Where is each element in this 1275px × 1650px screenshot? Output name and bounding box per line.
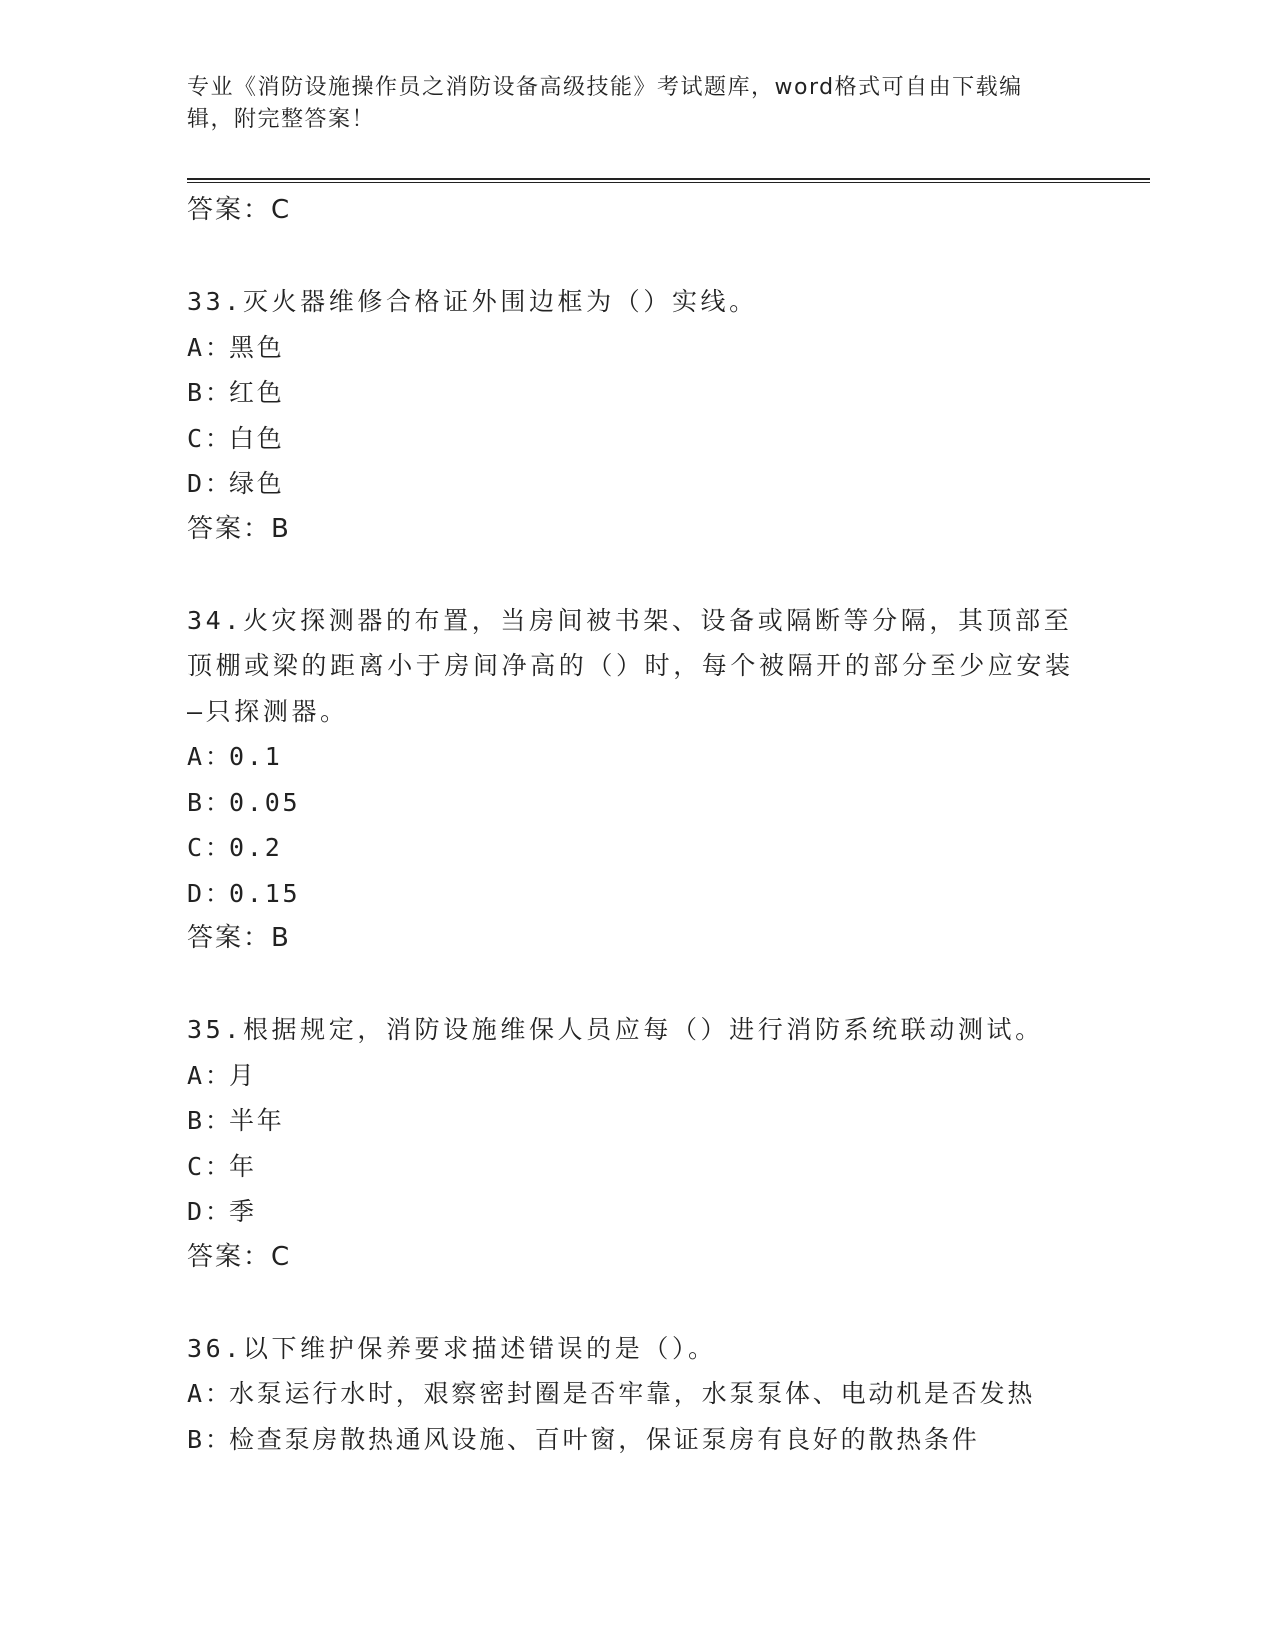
option-a bbox=[187, 734, 1087, 780]
option-label: A： bbox=[187, 742, 233, 771]
option-text: 绿色 bbox=[229, 469, 285, 498]
option-text: 半年 bbox=[229, 1106, 285, 1135]
option-b bbox=[187, 1098, 1087, 1144]
option-text: 检查泵房散热通风设施、百叶窗，保证泵房有良好的散热条件 bbox=[229, 1424, 980, 1454]
option-b bbox=[187, 1417, 1087, 1463]
option-label: C： bbox=[187, 423, 233, 453]
question-text: 36.以下维护保养要求描述错误的是（）。 bbox=[187, 1333, 717, 1363]
question-text: 33.灭火器维修合格证外围边框为（）实线。 bbox=[187, 287, 758, 316]
option-text: 红色 bbox=[229, 378, 285, 407]
option-label: A： bbox=[187, 332, 233, 362]
option-label: A： bbox=[187, 1060, 233, 1090]
spacer bbox=[187, 552, 1087, 598]
option-text: 季 bbox=[229, 1197, 257, 1226]
option-text: 0.05 bbox=[229, 787, 301, 817]
question-35 bbox=[187, 1007, 1087, 1280]
option-label: B： bbox=[187, 787, 233, 817]
option-text: 月 bbox=[229, 1060, 257, 1090]
header-rule-thin bbox=[187, 182, 1150, 183]
option-text: 黑色 bbox=[229, 332, 285, 362]
option-c bbox=[187, 825, 1087, 871]
question-text: 34.火灾探测器的布置，当房间被书架、设备或隔断等分隔，其顶部至顶棚或梁的距离小于房间净高的（）时，每个被隔开的部分至少应安装—只探测器。 bbox=[187, 605, 1074, 726]
option-d bbox=[187, 1189, 1087, 1235]
question-list bbox=[187, 188, 1087, 1462]
option-a bbox=[187, 325, 1087, 371]
option-text: 0.15 bbox=[229, 878, 301, 908]
option-label: C： bbox=[187, 1151, 233, 1181]
header-rule-thick bbox=[187, 178, 1150, 180]
option-label: B： bbox=[187, 1106, 233, 1135]
option-label: D： bbox=[187, 878, 233, 908]
question-answer: 答案：B bbox=[187, 513, 291, 544]
question-36 bbox=[187, 1326, 1087, 1463]
option-text: 年 bbox=[229, 1151, 257, 1181]
option-a bbox=[187, 1053, 1087, 1099]
option-d bbox=[187, 461, 1087, 507]
option-c bbox=[187, 416, 1087, 462]
question-answer: 答案：C bbox=[187, 1241, 292, 1272]
spacer bbox=[187, 234, 1087, 280]
question-answer: 答案：B bbox=[187, 923, 291, 953]
page-header: 专业《消防设施操作员之消防设备高级技能》考试题库，word格式可自由下载编辑，附完整答案！ bbox=[187, 75, 1023, 132]
option-c bbox=[187, 1144, 1087, 1190]
option-b bbox=[187, 780, 1087, 826]
spacer bbox=[187, 962, 1087, 1008]
option-label: A： bbox=[187, 1379, 233, 1408]
option-b bbox=[187, 370, 1087, 416]
option-text: 0.2 bbox=[229, 833, 283, 862]
option-d bbox=[187, 871, 1087, 917]
question-33 bbox=[187, 279, 1087, 552]
question-34 bbox=[187, 598, 1087, 962]
option-text: 0.1 bbox=[229, 742, 283, 771]
option-label: B： bbox=[187, 1424, 233, 1454]
spacer bbox=[187, 1280, 1087, 1326]
option-text: 水泵运行水时，艰察密封圈是否牢靠，水泵泵体、电动机是否发热 bbox=[229, 1379, 1036, 1408]
option-label: D： bbox=[187, 1197, 233, 1226]
option-label: B： bbox=[187, 378, 233, 407]
question-text: 35.根据规定，消防设施维保人员应每（）进行消防系统联动测试。 bbox=[187, 1015, 1044, 1044]
option-label: C： bbox=[187, 833, 233, 862]
previous-answer: 答案：C bbox=[187, 195, 292, 225]
option-label: D： bbox=[187, 469, 233, 498]
option-a bbox=[187, 1371, 1087, 1417]
option-text: 白色 bbox=[229, 423, 285, 453]
